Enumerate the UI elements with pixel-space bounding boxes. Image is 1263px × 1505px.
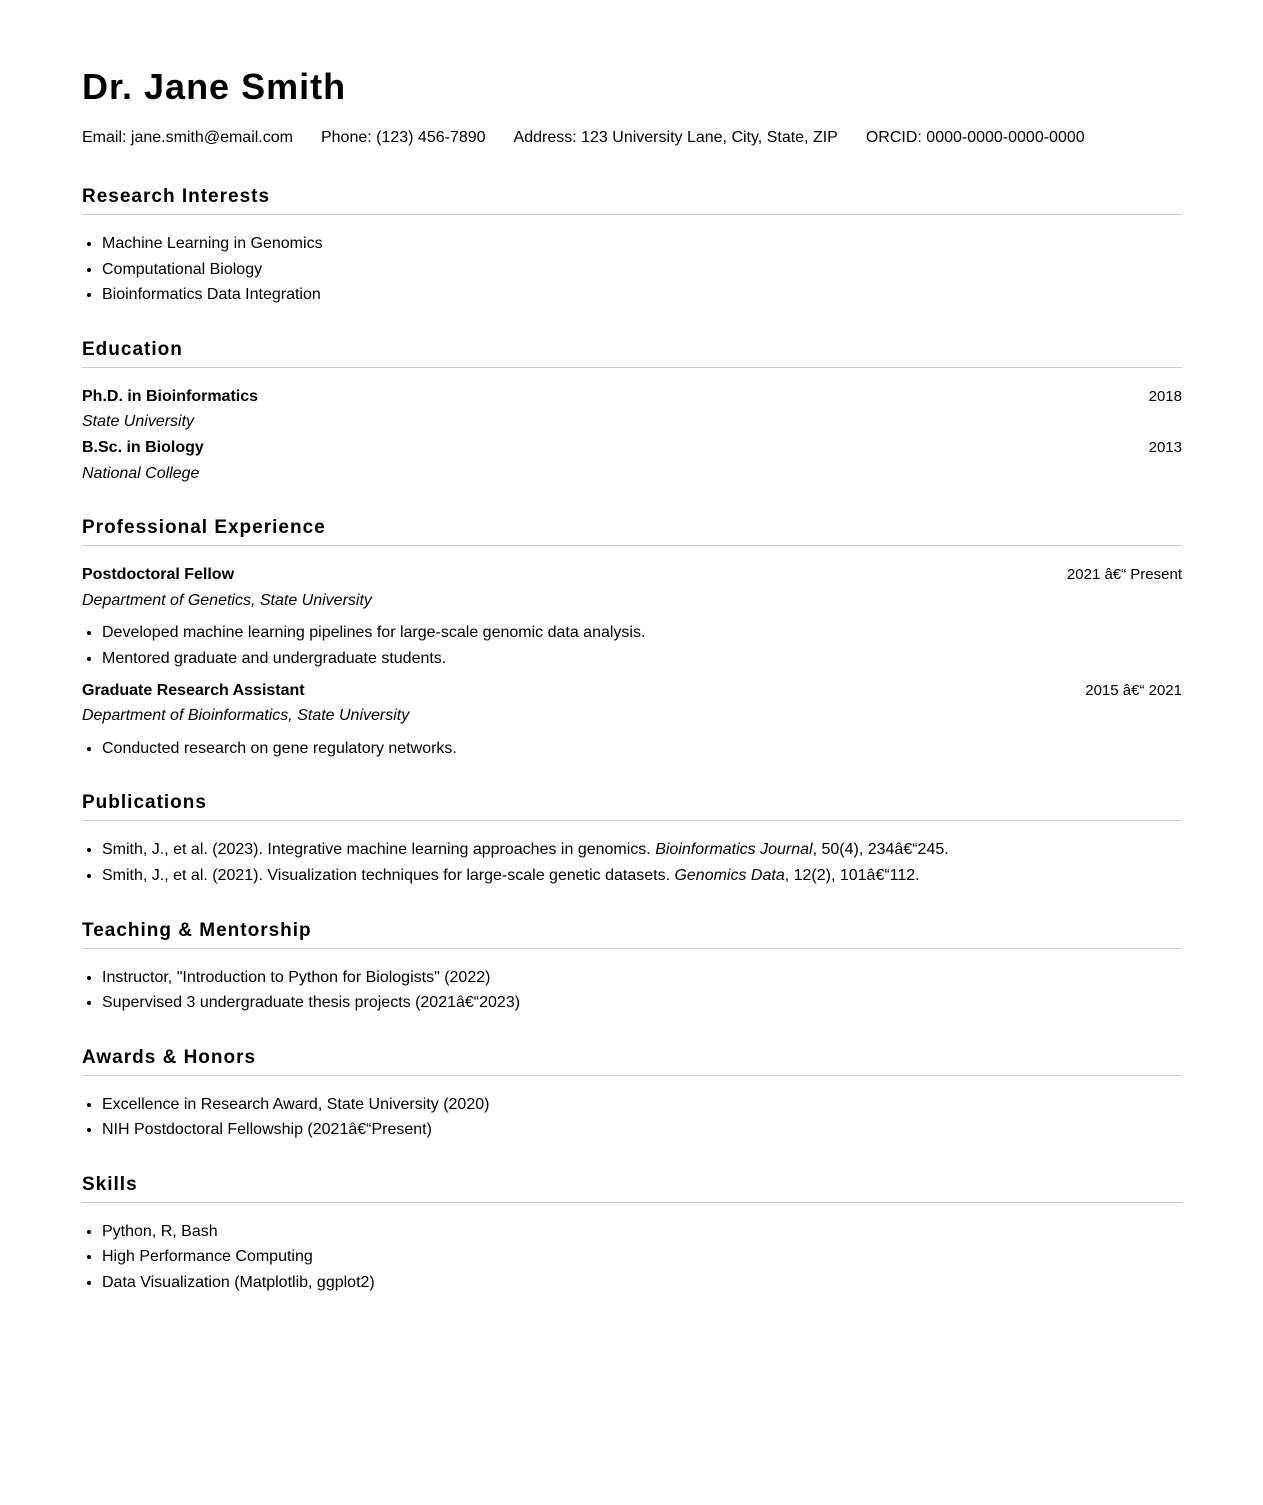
section-skills	[82, 1174, 1182, 1296]
department: Department of Bioinformatics, State University	[82, 707, 410, 725]
section-research	[82, 186, 1182, 308]
year: 2018	[1148, 387, 1182, 405]
name-heading: Dr. Jane Smith	[82, 66, 347, 107]
list-item: • Mentored graduate and undergraduate students.	[102, 646, 1182, 672]
list-item: • Excellence in Research Award, State University (2020)	[102, 1092, 1182, 1118]
school: State University	[82, 413, 195, 431]
section-heading: Education	[82, 339, 1182, 368]
section-heading: Professional Experience	[82, 517, 1182, 546]
list-item: • Bioinformatics Data Integration	[102, 282, 1182, 308]
contact-email: Email: jane.smith@email.com	[82, 129, 293, 146]
section-heading: Teaching & Mentorship	[82, 920, 1182, 949]
section-heading: Awards & Honors	[82, 1047, 1182, 1076]
section-teaching	[82, 920, 1182, 1016]
citation-text: Smith, J., et al. (2023). Integrative machine learning approaches in genomics.	[102, 841, 656, 859]
list-item: • NIH Postdoctoral Fellowship (2021â€“Present)	[102, 1117, 1182, 1143]
list-item: • Machine Learning in Genomics	[102, 231, 1182, 257]
list-item: • Developed machine learning pipelines for large-scale genomic data analysis.	[102, 620, 1182, 646]
contact-orcid: ORCID: 0000-0000-0000-0000	[865, 129, 1085, 146]
education-entry	[82, 435, 1182, 486]
experience-entry	[82, 562, 1182, 671]
section-publications	[82, 792, 1182, 888]
section-heading: Skills	[82, 1174, 1182, 1203]
job-title: Postdoctoral Fellow	[82, 566, 235, 584]
contact-info	[82, 129, 1085, 147]
section-awards	[82, 1047, 1182, 1143]
degree: B.Sc. in Biology	[82, 438, 204, 456]
section-education	[82, 339, 1182, 486]
journal-name: Genomics Data	[674, 866, 785, 884]
publication-item	[102, 863, 1182, 889]
dates: 2021 â€“ Present	[1066, 566, 1182, 584]
degree: Ph.D. in Bioinformatics	[82, 387, 259, 405]
school: National College	[82, 464, 200, 482]
citation-details: , 50(4), 234â€“245.	[812, 841, 949, 859]
list-item: • Data Visualization (Matplotlib, ggplot2)	[102, 1270, 1182, 1296]
contact-address: Address: 123 University Lane, City, State, ZIP	[513, 129, 838, 146]
citation-details: , 12(2), 101â€“112.	[784, 866, 920, 884]
section-heading: Research Interests	[82, 186, 1182, 215]
list-item: • Computational Biology	[102, 257, 1182, 283]
citation-text: Smith, J., et al. (2021). Visualization techniques for large-scale genetic datasets.	[102, 866, 675, 884]
list-item: • Instructor, "Introduction to Python for Biologists" (2022)	[102, 965, 1182, 991]
experience-entry	[82, 678, 1182, 762]
year: 2013	[1148, 438, 1182, 456]
list-item: • High Performance Computing	[102, 1244, 1182, 1270]
publication-item	[102, 837, 1182, 863]
list-item: • Supervised 3 undergraduate thesis projects (2021â€“2023)	[102, 990, 1182, 1016]
journal-name: Bioinformatics Journal	[655, 841, 813, 859]
dates: 2015 â€“ 2021	[1085, 681, 1182, 699]
education-entry	[82, 384, 1182, 435]
job-title: Graduate Research Assistant	[82, 681, 305, 699]
contact-phone: Phone: (123) 456-7890	[320, 129, 486, 146]
resume-page	[82, 0, 1182, 1300]
list-item: • Python, R, Bash	[102, 1219, 1182, 1245]
list-item: • Conducted research on gene regulatory networks.	[102, 736, 1182, 762]
department: Department of Genetics, State University	[82, 591, 372, 609]
section-heading: Publications	[82, 792, 1182, 821]
section-experience	[82, 517, 1182, 761]
